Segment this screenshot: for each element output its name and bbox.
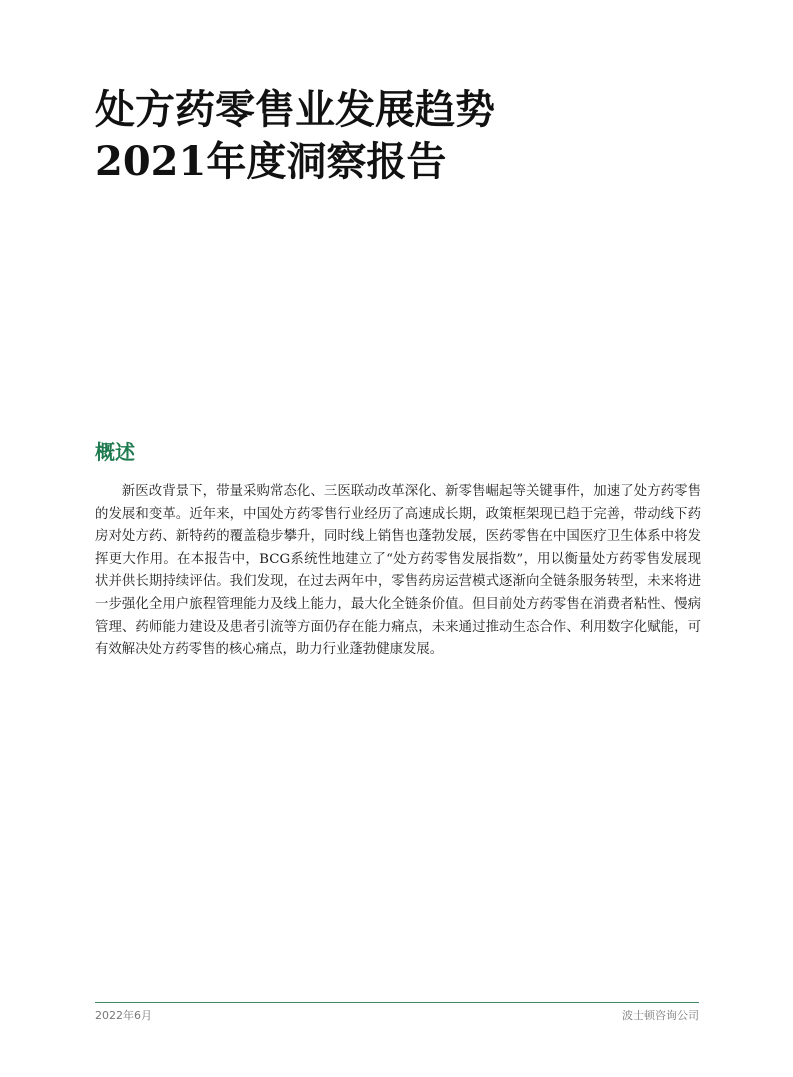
footer-date: 2022年6月 bbox=[95, 1009, 152, 1022]
footer-organization: 波士顿咨询公司 bbox=[622, 1009, 699, 1022]
overview-paragraph: 新医改背景下，带量采购常态化、三医联动改革深化、新零售崛起等关键事件，加速了处方药零售的发展和变革。近年来，中国处方药零售行业经历了高速成长期，政策框架现已趋于完善，带动线下药房对处方药、新特药的覆盖稳步攀升，同时线上销售也蓬勃发展，医药零售在中国医疗卫生体系中将发挥更大作用。在本报告中，BCG系统性地建立了“处方药零售发展指数”，用以衡量处方药零售发展现状并供长期持续评估。我们发现，在过去两年中，零售药房运营模式逐渐向全链条服务转型，未来将进一步强化全用户旅程管理能力及线上能力，最大化全链条价值。但目前处方药零售在消费者粘性、慢病管理、药师能力建设及患者引流等方面仍存在能力痛点，未来通过推动生态合作、利用数字化赋能，可有效解决处方药零售的核心痛点，助力行业蓬勃健康发展。 bbox=[95, 484, 701, 658]
report-title-line-2: 2021年度洞察报告 bbox=[95, 138, 447, 185]
report-title bbox=[95, 84, 495, 188]
footer-divider bbox=[95, 1002, 699, 1003]
report-title-line-1: 处方药零售业发展趋势 bbox=[95, 86, 495, 133]
overview-heading: 概述 bbox=[95, 440, 135, 464]
